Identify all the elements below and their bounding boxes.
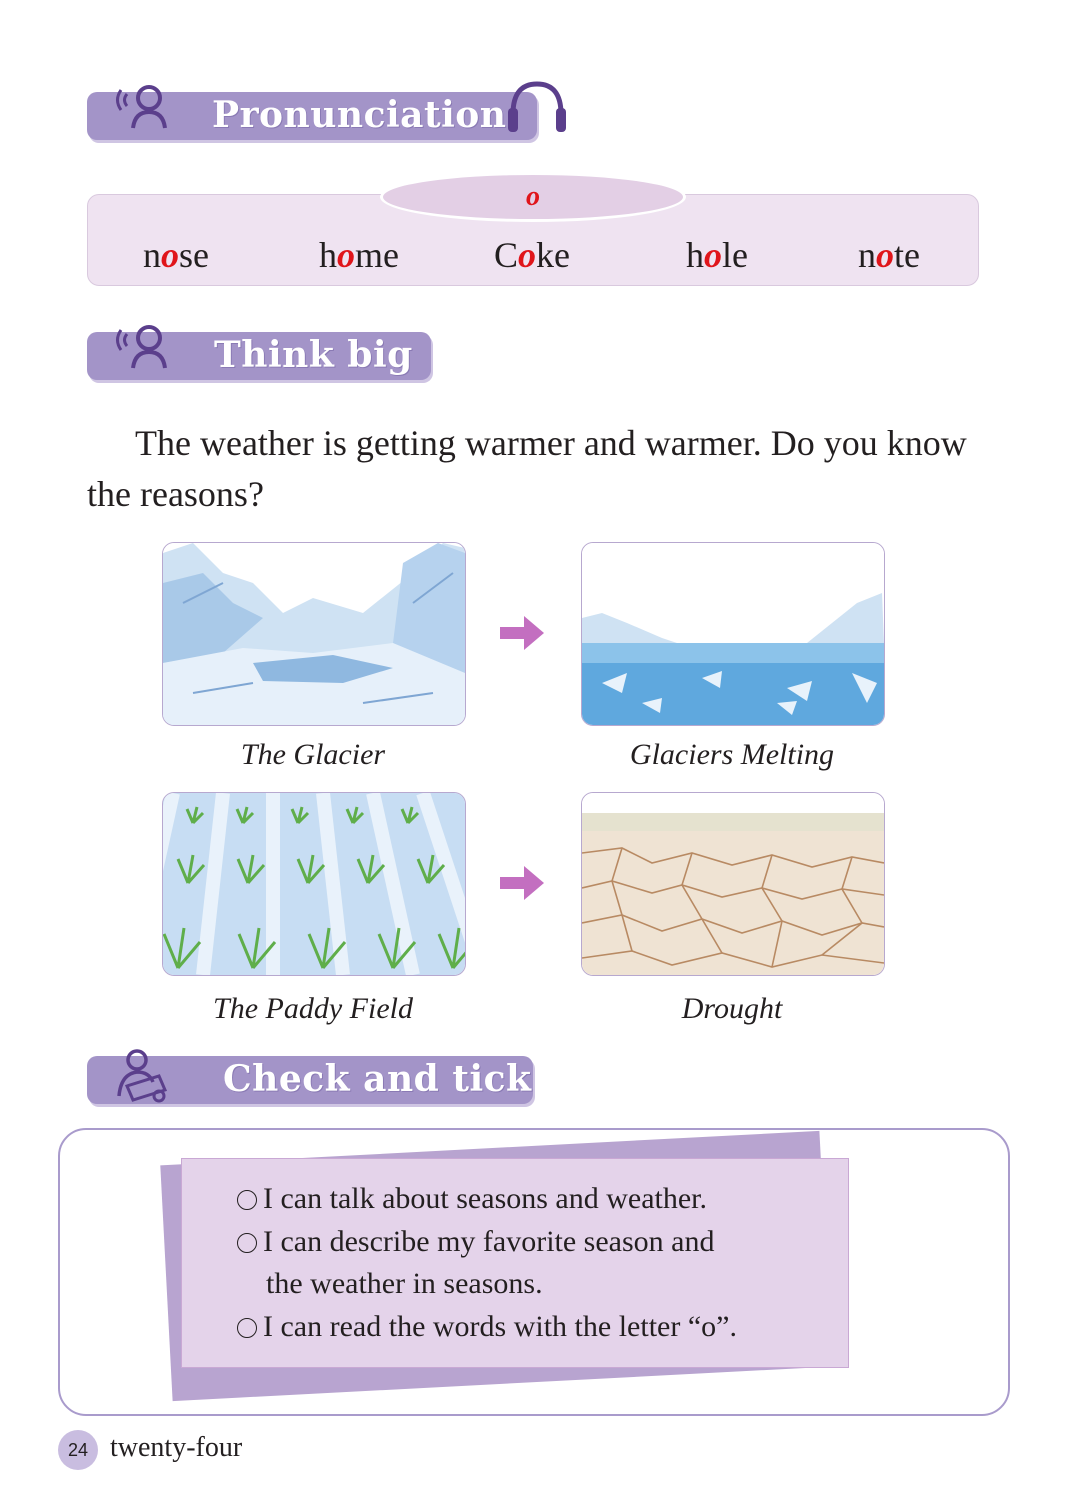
caption-glaciers-melting: Glaciers Melting [629, 738, 835, 771]
checklist-item-2-continued: the weather in seasons. [266, 1267, 543, 1300]
page-number-word: twenty-four [110, 1432, 243, 1463]
word-note: note [858, 235, 920, 275]
caption-drought: Drought [681, 992, 783, 1025]
target-letter: o [526, 181, 540, 212]
word-coke: Coke [494, 235, 570, 275]
checklist-item-3[interactable]: I can read the words with the letter “o”. [237, 1310, 737, 1344]
pronunciation-header [87, 92, 537, 140]
drought-illustration [581, 792, 885, 976]
tick-circle[interactable] [237, 1190, 257, 1210]
writing-person-icon [109, 1046, 169, 1106]
listening-person-icon [113, 320, 173, 380]
letter-badge [380, 172, 686, 222]
glaciers-melting-illustration [581, 542, 885, 726]
tick-circle[interactable] [237, 1318, 257, 1338]
caption-glacier: The Glacier [240, 738, 386, 771]
word-home: home [319, 235, 399, 275]
word-hole: hole [686, 235, 748, 275]
arrow-right-icon [500, 866, 544, 900]
think-big-title: Think big [214, 334, 413, 376]
checklist-item-1[interactable]: I can talk about seasons and weather. [237, 1182, 707, 1216]
paddy-field-illustration [162, 792, 466, 976]
check-and-tick-header [87, 1056, 533, 1104]
tick-circle[interactable] [237, 1233, 257, 1253]
word-nose: nose [143, 235, 209, 275]
arrow-right-icon [500, 616, 544, 650]
caption-paddy-field: The Paddy Field [213, 992, 413, 1025]
checklist-item-2[interactable]: I can describe my favorite season and [237, 1225, 714, 1259]
check-and-tick-title: Check and tick [223, 1058, 532, 1100]
listening-person-icon [113, 80, 173, 140]
page-number: 24 [58, 1430, 98, 1470]
pronunciation-title: Pronunciation [212, 94, 507, 136]
think-big-paragraph: The weather is getting warmer and warmer. Do you know the reasons? [87, 423, 967, 514]
think-big-header [87, 332, 431, 380]
headphones-icon [505, 78, 569, 140]
glacier-illustration [162, 542, 466, 726]
